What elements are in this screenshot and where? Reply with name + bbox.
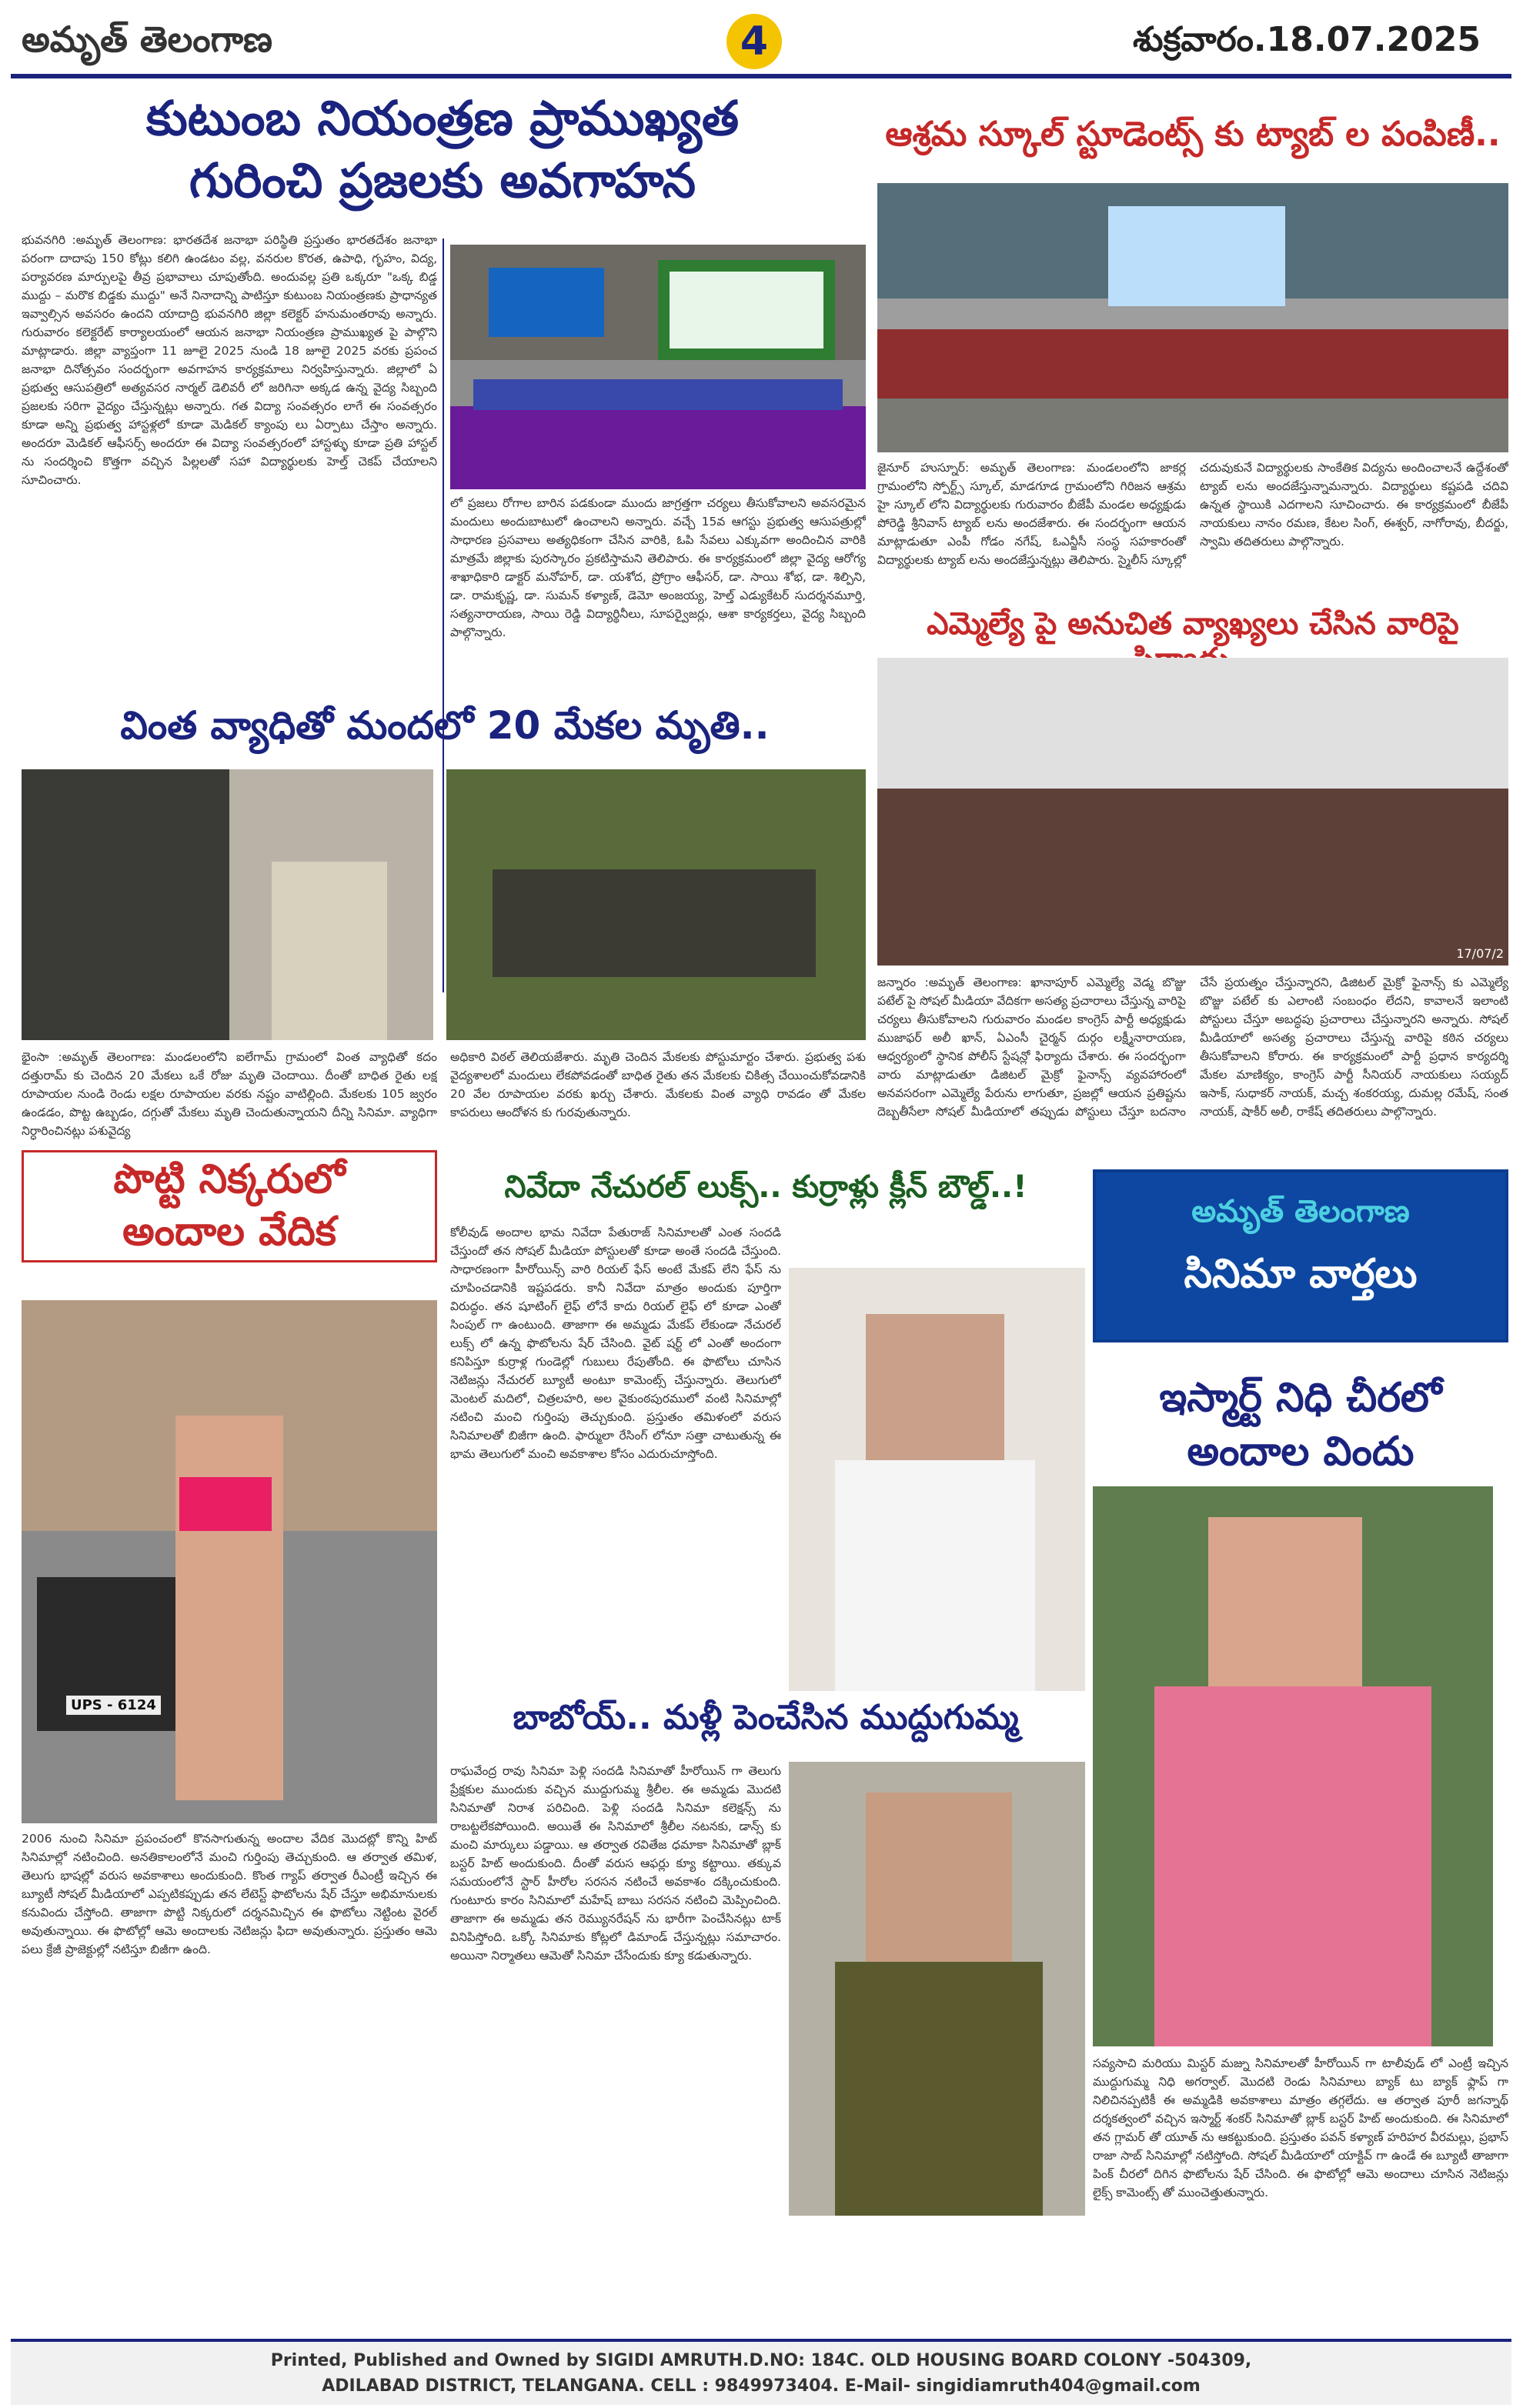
- nivetha-photo: [789, 1268, 1085, 1691]
- banner-line2: సినిమా వార్తలు: [1184, 1251, 1418, 1297]
- article1-headline: [31, 91, 854, 208]
- students-photo: [877, 183, 1508, 452]
- dead-goats-photo: [446, 769, 866, 1040]
- article7-headline: [1093, 1376, 1508, 1476]
- article5-body: 2006 నుంచి సినిమా ప్రపంచంలో కొనసాగుతున్న అందాల వేదిక మొదట్లో కొన్ని హిట్ సినిమాల్లో నటించింది. అనతికాలంలోనే మంచి గుర్తింపు తెచ్చుకుంది. ఆ తర్వాత తమిళ, తెలుగు భాషల్లో వరుస అవకాశాలు అందుకుంది. కొంత గ్యాప్ తర్వాత రీఎంట్రీ ఇచ్చిన ఈ బ్యూటీ సోషల్ మీడియాలో ఎప్పటికప్పుడు తన లేటెస్ట్ ఫొటోలను షేర్ చేస్తూ అభిమానులకు కనువిందు చేస్తోంది. తాజాగా పొట్టి నిక్కరులో దర్శనమిచ్చిన ఈ ఫొటోలు నెట్టింట వైరల్ అవుతున్నాయి. ఈ ఫొటోల్లో ఆమె అందాలకు నెటిజన్లు ఫిదా అవుతున్నారు. ప్రస్తుతం ఆమె పలు క్రేజీ ప్రాజెక్టుల్లో నటిస్తూ బిజీగా ఉంది.: [22, 1832, 437, 1957]
- article6-body: కోలీవుడ్ అందాల భామ నివేదా పేతురాజ్ సినిమాలతో ఎంత సందడి చేస్తుందో తన సోషల్ మీడియా పోస్టులతో కూడా అంతే సందడి చేస్తుంది. సాధారణంగా హీరోయిన్స్ వారి రియల్ ఫేస్ అంటే మేకప్ లేని ఫేస్ ను చూపించడానికి ఇష్టపడరు. కానీ నివేదా మాత్రం అందుకు పూర్తిగా విరుద్ధం. తన షూటింగ్ లైఫ్ లోనే కాదు రియల్ లైఫ్ లో కూడా ఎంతో సింపుల్ గా ఉంటుంది. తాజాగా ఈ అమ్మడు మేకప్ లేకుండా నేచురల్ లుక్స్ లో ఉన్న ఫొటోలను షేర్ చేసింది. వైట్ షర్ట్ లో ఎంతో అందంగా కనిపిస్తూ కుర్రాళ్ల గుండెల్లో గుబులు రేపుతోంది. ఈ ఫొటోలు చూసిన నెటిజన్లు నేచురల్ బ్యూటీ అంటూ కామెంట్స్ చేస్తున్నారు. తెలుగులో మెంటల్ మదిలో, చిత్రలహరి, అల వైకుంఠపురములో వంటి సినిమాల్లో నటించి మంచి గుర్తింపు తెచ్చుకుంది. ప్రస్తుతం తమిళంలో వరుస సినిమాలతో బిజీగా ఉంది. ఫార్ములా రేసింగ్ లోనూ సత్తా చాటుతున్న ఈ భామ తెలుగులో మంచి అవకాశాల కోసం ఎదురుచూస్తోంది.: [450, 1226, 781, 1462]
- article3-photo: [877, 658, 1508, 966]
- article8-body: రాఘవేంద్ర రావు సినిమా పెళ్లి సందడి సినిమాతో హీరోయిన్ గా తెలుగు ప్రేక్షకుల ముందుకు వచ్చిన ముద్దుగుమ్మ శ్రీలీల. ఈ అమ్మడు మొదటి సినిమాతో నిరాశ పరిచింది. పెళ్లి సందడి సినిమా కలెక్షన్స్ ను రాబట్టలేకపోయింది. అయితే ఈ సినిమాలో శ్రీలీల నటనకు, డాన్స్ కు మంచి మార్కులు పడ్డాయి. ఆ తర్వాత రవితేజ ధమాకా సినిమాతో బ్లాక్ బస్టర్ హిట్ అందుకుంది. దీంతో వరుస ఆఫర్లు క్యూ కట్టాయి. తక్కువ సమయంలోనే స్టార్ హీరోల సరసన నటించే అవకాశం దక్కించుకుంది. గుంటూరు కారం సినిమాలో మహేష్ బాబు సరసన నటించి మెప్పించింది. తాజాగా ఈ అమ్మడు తన రెమ్యునరేషన్ ను భారీగా పెంచేసినట్లు టాక్ వినిపిస్తోంది. ఒక్కో సినిమాకు కోట్లలో డిమాండ్ చేస్తున్నట్లు సమాచారం. అయినా నిర్మాతలు ఆమెతో సినిమా చేసేందుకు క్యూ కడుతున్నారు.: [450, 1764, 781, 1963]
- nidhi-saree-photo: [1093, 1486, 1493, 2046]
- article8-headline: బాబోయ్.. మళ్లీ పెంచేసిన ముద్దుగుమ్మ: [513, 1698, 1019, 1737]
- article5-headline: [22, 1150, 437, 1262]
- article4-photo-left: [22, 769, 433, 1040]
- article1-photo: [450, 245, 866, 489]
- article6-headline: నివేదా నేచురల్ లుక్స్.. కుర్రాళ్లు క్లీన్ బౌల్డ్..!: [504, 1169, 1027, 1205]
- masthead: [11, 5, 1511, 78]
- number-plate: UPS - 6124: [66, 1696, 161, 1715]
- article2-headline: ఆశ్రమ స్కూల్ స్టూడెంట్స్ కు ట్యాబ్ ల పంపిణీ..: [885, 115, 1501, 154]
- article4-body-left: భైంసా :అమృత్ తెలంగాణ: మండలంలోని ఐలేగామ్ గ్రామంలో వింత వ్యాధితో కదం దత్తురామ్ కు చెందిన 20 మేకలు ఒకే రోజు మృతి చెందాయి. దీంతో బాధిత రైతు లక్ష రూపాయల నుండి రెండు లక్షల రూపాయల వరకు నష్టం వాటిల్లింది. మేకలకు 105 జ్వరం ఉండడం, పొట్ట ఉబ్బడం, దగ్గుతో మేకలు మృతి చెందుతున్నాయని దీన్ని సినిమా. వ్యాధిగా నిర్ధారించినట్లు పశువైద్య: [22, 1050, 437, 1139]
- imprint-line1: Printed, Published and Owned by SIGIDI AMRUTH.D.NO: 184C. OLD HOUSING BOARD COLONY -504309,: [270, 2351, 1252, 2370]
- banner-line1: అమృత్ తెలంగాణ: [1191, 1194, 1410, 1229]
- article3-headline: ఎమ్మెల్యే పై అనుచిత వ్యాఖ్యలు చేసిన వారిపై: [927, 606, 1459, 642]
- article7-headline-line1: ఇస్మార్ట్ నిధి చీరలో: [1159, 1375, 1442, 1421]
- sreeleela-photo: [789, 1762, 1085, 2216]
- article1-body-right: లో ప్రజలు రోగాల బారిన పడకుండా ముందు జాగ్రత్తగా చర్యలు తీసుకోవాలని అవసరమైన మందులు అందుబాటులో ఉంచాలని అన్నారు. వచ్చే 15వ ఆగస్టు ప్రభుత్వ ఆసుపత్రుల్లో సాధారణ ప్రసవాలు అత్యధికంగా చేసిన వారికి, ఓపి సేవలు ఎక్కువగా అందించిన వారికి మాత్రమే జిల్లాకు పురస్కారం ప్రకటిస్తామని తెలిపారు. ఈ కార్యక్రమంలో జిల్లా వైద్య ఆరోగ్య శాఖాధికారి డాక్టర్ మనోహర్, డా. యశోద, ప్రోగ్రాం ఆఫీసర్, డా. సాయి శోభ, డా. శిల్పిని, డా. రామకృష్ణ, డా. సుమన్ కళ్యాణ్, డెమో అంజయ్య, హెల్త్ ఎడ్యుకేటర్ సుదర్శనమూర్తి, సత్యనారాయణ, సాయి రెడ్డి విద్యార్థినీలు, సూపర్వైజర్లు, ఆశా కార్యకర్తలు, వైద్య సిబ్బంది పాల్గొన్నారు.: [450, 496, 866, 640]
- goats-farmer-photo: [22, 769, 433, 1040]
- issue-date: శుక్రవారం.18.07.2025: [1133, 20, 1481, 59]
- cinema-news-banner: [1093, 1169, 1508, 1342]
- imprint-line2: ADILABAD DISTRICT, TELANGANA. CELL : 9849973404. E-Mail- singidiamruth404@gmail.com: [322, 2376, 1201, 2396]
- imprint-footer: [11, 2339, 1511, 2405]
- article8-photo: [789, 1762, 1085, 2216]
- article6-photo: [789, 1268, 1085, 1691]
- article4-photo-right: [446, 769, 866, 1040]
- article1-headline-line2: గురించి ప్రజలకు అవగాహన: [189, 152, 696, 209]
- meeting-photo: [450, 245, 866, 489]
- actress-jeep-photo: [22, 1300, 437, 1823]
- police-complaint-photo: [877, 658, 1508, 966]
- article7-photo: [1093, 1486, 1493, 2046]
- article1-body-left: భువనగిరి :అమృత్ తెలంగాణ: భారతదేశ జనాభా పరిస్థితి ప్రస్తుతం భారతదేశం జనాభా పరంగా దాదాపు 150 కోట్లు కలిగి ఉండటం వల్ల, వనరుల కొరత, ఉపాధి, గృహం, విద్య, పర్యావరణ మార్పులపై తీవ్ర ప్రభావాలు చూపుతోంది. అందువల్ల ప్రతి ఒక్కరూ "ఒక్క బిడ్డ ముద్దు – మరొక బిడ్డకు ముద్దు" అనే నినాదాన్ని పాటిస్తూ కుటుంబ నియంత్రణకు ప్రాధాన్యత ఇవ్వాల్సిన అవసరం ఉందని యాదాద్రి భువనగిరి జిల్లా కలెక్టర్ హనుమంతరావు అన్నారు. గురువారం కలెక్టరేట్ కార్యాలయంలో ఆయన జనాభా నియంత్రణ ప్రాముఖ్యత పై పాల్గొని మాట్లాడారు. జిల్లా వ్యాప్తంగా 11 జూలై 2025 నుండి 18 జూలై 2025 వరకు ప్రపంచ జనాభా దినోత్సవం సందర్భంగా అవగాహన కార్యక్రమాలు నిర్వహిస్తున్నారు. జిల్లాలో ఏ ప్రభుత్వ ఆసుపత్రిలో అత్యవసర నార్మల్ డెలివరీ లో జరిగినా అక్కడ ఉన్న వైద్య సిబ్బంది ప్రజలకు సరిగా వైద్యం చేస్తున్నట్లు అన్నారు. గత విద్యా సంవత్సరం లాగే ఈ సంవత్సరం కూడా అన్ని ప్రభుత్వ హాస్టళ్లలో కూడా మెడికల్ క్యాంపు లు ఏర్పాటు చేస్తాం అన్నారు. అందరూ మెడికల్ ఆఫీసర్స్ అందరూ ఈ విద్యా సంవత్సరంలో హాస్టళ్ళు కూడా ప్రతి హాస్టల్ ను సందర్శించి కొత్తగా వచ్చిన పిల్లలతో సహా విద్యార్థులకు హెల్త్ చెకప్ చేయాలని సూచించారు.: [22, 233, 437, 488]
- paper-name: అమృత్ తెలంగాణ: [22, 18, 272, 60]
- article2-body: జైనూర్ హుస్నూర్: అమృత్ తెలంగాణ: మండలంలోని జాకర్ల గ్రామంలోని స్పోర్ట్స్ స్కూల్, మాడగూడ గ్రామంలోని గిరిజన ఆశ్రమ హై స్కూల్ లోని విద్యార్థులకు గురువారం బీజేపీ మండల అధ్యక్షుడు పోరెడ్డి శ్రీనివాస్ ట్యాబ్ లను అందజేశారు. ఈ సందర్భంగా ఆయన మాట్లాడుతూ ఎంపీ గోడం నగేష్, ఓఎన్జీసీ సంస్థ సహకారంతో విద్యార్థులకు ట్యాబ్ లను అందజేస్తున్నట్లు తెలిపారు. స్మైలీస్ స్కూల్లో చదువుకునే విద్యార్థులకు సాంకేతిక విద్యను అందించాలనే ఉద్దేశంతో ట్యాబ్ లను అందజేస్తున్నామన్నారు. విద్యార్థులు కష్టపడి చదివి ఉన్నత స్థాయికి ఎదగాలని సూచించారు. ఈ కార్యక్రమంలో బీజేపీ నాయకులు నానం రమణ, కేటల సింగ్, ఈశ్వర్, నాగోరావు, బీదర్జు, స్వామి తదితరులు పాల్గొన్నారు.: [877, 461, 1508, 568]
- article5-headline-line2: అందాల వేదిక: [122, 1208, 336, 1255]
- photo-timestamp: 17/07/2: [1456, 946, 1504, 961]
- article3-body: జన్నారం :అమృత్ తెలంగాణ: ఖానాపూర్ ఎమ్మెల్యే వెడ్మ బొజ్జు పటేల్ పై సోషల్ మీడియా వేదికగా అసత్య ప్రచారాలు చేస్తున్న వారిపై చర్యలు తీసుకోవాలని గురువారం మండల కాంగ్రెస్ పార్టీ అధ్యక్షుడు ముజాఫర్ అలీ ఖాన్, ఏఎంసీ చైర్మన్ దుర్గం లక్ష్మీనారాయణ, ఆధ్వర్యంలో స్థానిక పోలీస్ స్టేషన్లో ఫిర్యాదు చేశారు. ఈ సందర్భంగా వారు మాట్లాడుతూ డిజిటల్ మైక్రో ఫైనాన్స్ వ్యవహారంలో అనవసరంగా ఎమ్మెల్యే పేరును లాగుతూ, ప్రజల్లో ఆయన ప్రతిష్టను దెబ్బతీసేలా సోషల్ మీడియాలో తప్పుడు పోస్టులు చేస్తూ బదనాం చేసే ప్రయత్నం చేస్తున్నారని, డిజిటల్ మైక్రో ఫైనాన్స్ కు ఎమ్మెల్యే బొజ్జు పటేల్ కు ఎలాంటి సంబంధం లేదని, కావాలనే ఇలాంటి పోస్టులు చేస్తూ అబద్ధపు ప్రచారాలు చేస్తున్నారని అన్నారు. సోషల్ మీడియాలో అసత్య ప్రచారాలు చేస్తున్న వారిపై కఠిన చర్యలు తీసుకోవాలని కోరారు. ఈ కార్యక్రమంలో పార్టీ ప్రధాన కార్యదర్శి మేకల మాణిక్యం, కాంగ్రెస్ పార్టీ సీనియర్ నాయకులు సయ్యద్ ఇసాక్, సుధాకర్ నాయక్, మచ్చ శంకరయ్య, దుమల్ల రమేష్, సంత నాయక్, షాకీర్ అలీ, రాకేష్ తదితరులు పాల్గొన్నారు.: [877, 976, 1508, 1119]
- column-rule: [443, 238, 444, 992]
- article2-photo: [877, 183, 1508, 452]
- article7-body: సవ్యసాచి మరియు మిస్టర్ మజ్ను సినిమాలతో హీరోయిన్ గా టాలీవుడ్ లో ఎంట్రీ ఇచ్చిన ముద్దుగుమ్మ నిధి అగర్వాల్. మొదటి రెండు సినిమాలు బ్యాక్ టు బ్యాక్ ఫ్లాప్ గా నిలిచినప్పటికీ ఈ అమ్మడికి అవకాశాలు మాత్రం తగ్గలేదు. ఆ తర్వాత పూరీ జగన్నాథ్ దర్శకత్వంలో వచ్చిన ఇస్మార్ట్ శంకర్ సినిమాతో బ్లాక్ బస్టర్ హిట్ అందుకుంది. ఈ సినిమాలో తన గ్లామర్ తో యూత్ ను ఆకట్టుకుంది. ప్రస్తుతం పవన్ కళ్యాణ్ హరిహర వీరమల్లు, ప్రభాస్ రాజా సాబ్ సినిమాల్లో నటిస్తోంది. సోషల్ మీడియాలో యాక్టివ్ గా ఉండే ఈ బ్యూటీ తాజాగా పింక్ చీరలో దిగిన ఫొటోలను షేర్ చేసింది. ఈ ఫొటోల్లో ఆమె అందాలు చూసిన నెటిజన్లు లైక్స్ కామెంట్స్ తో ముంచెత్తుతున్నారు.: [1093, 2056, 1508, 2200]
- article5-photo: [22, 1300, 437, 1823]
- article4-headline: వింత వ్యాధితో మందలో 20 మేకల మృతి..: [120, 703, 770, 748]
- article1-headline-line1: కుటుంబ నియంత్రణ ప్రాముఖ్యత: [145, 90, 740, 146]
- page-number-badge: 4: [726, 14, 782, 69]
- article5-headline-line1: పొట్టి నిక్కరులో: [113, 1156, 346, 1202]
- article7-headline-line2: అందాల విందు: [1187, 1428, 1414, 1475]
- article4-body-right: అధికారి విఠల్ తెలియజేశారు. మృతి చెందిన మేకలకు పోస్టుమార్టం చేశారు. ప్రభుత్వ పశు వైద్యశాలలో మందులు లేకపోవడంతో బాధిత రైతు తన మేకలకు చికిత్స చేయించుకోవడానికి 20 వేల రూపాయల వరకు ఖర్చు చేశారు. మేకలకు వింత వ్యాధి రావడం తో మేకల కాపరులు ఆందోళన కు గురవుతున్నారు.: [450, 1050, 866, 1120]
